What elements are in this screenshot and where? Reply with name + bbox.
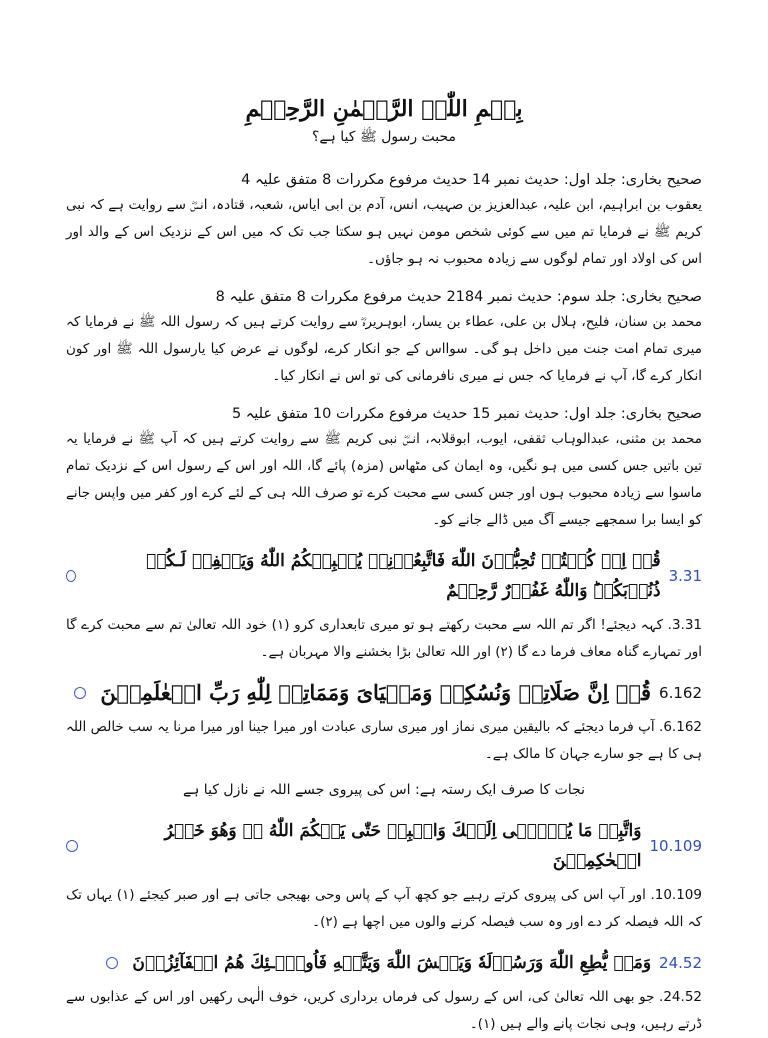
ayah-end-icon (106, 957, 118, 969)
page-subtitle: محبت رسول ﷺ کیا ہے؟ (311, 129, 457, 145)
verse1-translation: 3.31. کہہ دیجئے! اگر تم اللہ سے محبت رکھتے ہو تو میری تابعداری کرو (۱) خود اللہ تعالیٰ تم سے محبت کرے گا اور تمہارے گناہ معاف فرما دے گا (۲) اور اللہ تعالیٰ بڑا بخشنے والا مہربان ہے۔ (66, 617, 702, 660)
hadith2-reference: صحیح بخاری: جلد سوم: حدیث نمبر 2184 حدیث مرفوع مکررات 8 متفق علیہ 8 (215, 289, 702, 305)
hadith3-reference: صحیح بخاری: جلد اول: حدیث نمبر 15 حدیث مرفوع مکررات 10 متفق علیہ 5 (231, 406, 702, 422)
salvation-line: نجات کا صرف ایک رستہ ہے: اس کی پیروی جسے اللہ نے نازل کیا ہے (182, 782, 586, 798)
hadith1-text: یعقوب بن ابراہیم، ابن علیہ، عبدالعزیز بن صہیب، انس، آدم بن ابی ایاس، شعبہ، قتادہ، انسؓ سے روایت ہے کہ نبی کریم ﷺ نے فرمایا تم میں سے کوئی شخص مومن نہیں ہو سکتا جب تک کہ میں اس کے نزدیک اس کے والد اور اس کی اولاد اور تمام لوگوں سے زیادہ محبوب نہ ہو جاؤں۔ (66, 197, 702, 267)
verse4-number: 24.52 (659, 954, 702, 972)
verse2-translation: 6.162. آپ فرما دیجئے کہ بالیقین میری نماز اور میری ساری عبادت اور میرا جینا اور میرا مرنا یہ سب خالص اللہ ہی کا ہے جو سارے جہان کا مالک ہے۔ (66, 719, 702, 762)
hadith3-text: محمد بن مثنی، عبدالوہاب ثقفی، ایوب، ابوقلابہ، انسؓ نبی کریم ﷺ سے روایت کرتے ہیں کہ آپ ﷺ نے فرمایا یہ تین باتیں جس کسی میں ہو نگیں، وہ ایمان کی مٹھاس (مزہ) پائے گا، اللہ اور اس کے رسول اس کے نزدیک تمام ماسوا سے زیادہ محبوب ہوں اور جس کسی سے محبت کرے تو صرف اللہ ہی کے لئے کرے اور کفر میں واپس جانے کو ایسا برا سمجھے جیسے آگ میں ڈالے جانے کو۔ (66, 431, 702, 528)
verse3-row (66, 816, 702, 876)
verse2-arabic: قُلۡ اِنَّ صَلَاتِىۡ وَنُسُكِىۡ وَمَحۡيَاىَ وَمَمَاتِىۡ لِلّٰهِ رَبِّ الۡعٰلَمِيۡنَ (100, 680, 652, 705)
verse2-row (66, 678, 702, 708)
verse4-translation: 24.52. جو بھی اللہ تعالیٰ کی، اس کے رسول کی فرماں برداری کریں، خوف الٰہی رکھیں اور اس کے عذابوں سے ڈرتے رہیں، وہی نجات پانے والے ہیں (۱)۔ (66, 989, 702, 1032)
ayah-end-icon (66, 570, 76, 582)
verse3-arabic: وَاتَّبِعۡ مَا يُوۡحٰۤى اِلَيۡكَ وَاصۡبِرۡ حَتّٰى يَحۡكُمَ اللّٰهُ‌ ۖ‌ۚ وَهُوَ خَيۡرُ الۡحٰكِمِيۡنَ (164, 821, 642, 871)
ayah-end-icon (74, 687, 86, 699)
ayah-end-icon (66, 840, 78, 852)
hadith2-text: محمد بن سنان، فلیح، ہلال بن علی، عطاء بن یسار، ابوہریرہؓ سے روایت کرتے ہیں کہ رسول اللہ ﷺ نے فرمایا کہ میری تمام امت جنت میں داخل ہو گی۔ سوااس کے جو انکار کرے، لوگوں نے عرض کیا یارسول اللہ ﷺ اور کون انکار کرے گا، آپ نے فرمایا کہ جس نے میری نافرمانی کی تو اس نے انکار کیا۔ (66, 314, 702, 384)
verse1-arabic: قُلۡ اِنۡ كُنۡتُمۡ تُحِبُّوۡنَ اللّٰهَ فَاتَّبِعُوۡنِىۡ يُحۡبِبۡكُمُ اللّٰهُ وَيَغۡفِرۡ لَـكُمۡ ذُنُوۡبَكُمۡ‌ؕ وَاللّٰهُ غَفُوۡرٌ رَّحِيۡمٌ (146, 551, 661, 601)
verse2-number: 6.162 (659, 684, 702, 702)
bismillah-heading: بِسۡمِ اللّٰہِ الرَّحۡمٰنِ الرَّحِیۡمِ (245, 96, 523, 122)
verse4-arabic: وَمَنۡ يُّطِعِ اللّٰهَ وَرَسُوۡلَهٗ وَيَخۡشَ اللّٰهَ وَيَتَّقۡهِ فَاُولٰۤـئِكَ هُمُ الۡفَآئِزُوۡنَ (132, 953, 652, 973)
verse1-number: 3.31 (668, 567, 702, 585)
verse1-row (66, 546, 702, 606)
hadith1-reference: صحیح بخاری: جلد اول: حدیث نمبر 14 حدیث مرفوع مکررات 8 متفق علیہ 4 (241, 172, 702, 188)
verse3-number: 10.109 (649, 837, 702, 855)
verse3-translation: 10.109. اور آپ اس کی پیروی کرتے رہیے جو کچھ آپ کے پاس وحی بھیجی جاتی ہے اور صبر کیجئے (۱) یہاں تک کہ اللہ فیصلہ کر دے اور وہ سب فیصلہ کرنے والوں میں اچھا ہے (۲)۔ (66, 887, 702, 930)
verse4-row (66, 948, 702, 978)
